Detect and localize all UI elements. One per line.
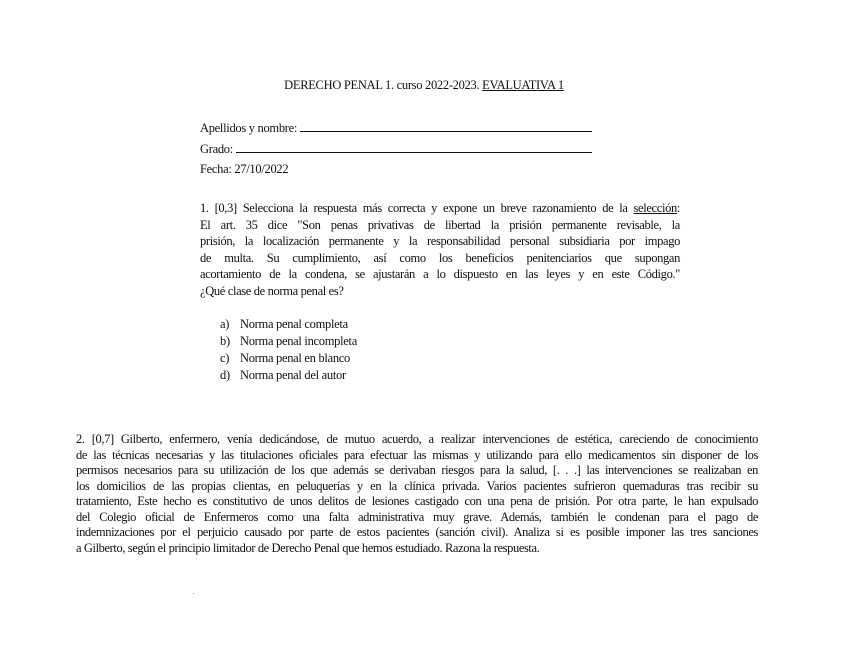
option-d: d) Norma penal del autor [220, 368, 346, 382]
question-2 [76, 432, 758, 556]
question-2-line: 2. [0,7] Gilberto, enfermero, venía dedicándose, de mutuo acuerdo, a realizar intervenciones de estética, careciendo de conocimiento [76, 432, 758, 446]
title-underlined: EVALUATIVA 1 [482, 78, 564, 92]
underlined-word: selección [633, 201, 677, 215]
answer-options [220, 316, 357, 384]
option-c: c) Norma penal en blanco [220, 351, 350, 365]
question-1-line: 1. [0,3] Selecciona la respuesta más correcta y expone un breve razonamiento de la selección: [200, 201, 680, 215]
question-2-line: tratamiento, Este hecho es constitutivo de unos delitos de lesiones castigado con una pena de prisión. Por otra parte, le han expulsado [76, 494, 758, 508]
question-1-line: acortamiento de la condena, se ajustarán a lo dispuesto en las leyes y en este Código." [200, 267, 680, 281]
title-text: DERECHO PENAL 1. curso 2022-2023. [284, 78, 483, 92]
name-label: Apellidos y nombre: [200, 121, 298, 135]
grade-field [200, 142, 592, 157]
stray-mark [193, 593, 194, 594]
option-a: a) Norma penal completa [220, 317, 348, 331]
question-2-line: del Colegio oficial de Enfermeros como una falta administrativa muy grave. Además, también le condenan para el pago de [76, 509, 758, 524]
grade-blank-line [236, 142, 592, 153]
name-blank-line [300, 121, 592, 132]
question-2-line: a Gilberto, según el principio limitador de Derecho Penal que hemos estudiado. Razona la respuesta. [76, 540, 540, 555]
question-1 [200, 200, 680, 299]
question-1-line: de multa. Su cumplimiento, así como los beneficios penitenciarios que supongan [200, 250, 680, 265]
page-title [0, 78, 848, 93]
question-2-line: permisos necesarios para su utilización de los que además se derivaban riesgos para la salud, [. . .] las intervenciones se realizaban en [76, 463, 758, 477]
grade-label: Grado: [200, 142, 233, 156]
question-1-line: El art. 35 dice "Son penas privativas de libertad la prisión permanente revisable, la [200, 217, 680, 232]
question-1-line: prisión, la localización permanente y la responsabilidad personal subsidiaria por impago [200, 234, 680, 248]
question-1-line: ¿Qué clase de norma penal es? [200, 283, 344, 298]
date-label: Fecha: 27/10/2022 [200, 162, 289, 176]
option-b: b) Norma penal incompleta [220, 334, 357, 348]
question-2-line: de las técnicas necesarias y las titulaciones oficiales para efectuar las mismas y utilizando para ello medicamentos sin disponer de los [76, 447, 758, 462]
question-2-line: los domicilios de las propias clientas, en peluquerías y en la clínica privada. Varios pacientes sufrieron quemaduras tras recibir su [76, 478, 758, 493]
name-field [200, 121, 592, 136]
date-field [200, 162, 288, 177]
question-2-line: indemnizaciones por el perjuicio causado por parte de estos pacientes (sanción civil). Analiza si es posible imponer las tres sanciones [76, 525, 758, 539]
